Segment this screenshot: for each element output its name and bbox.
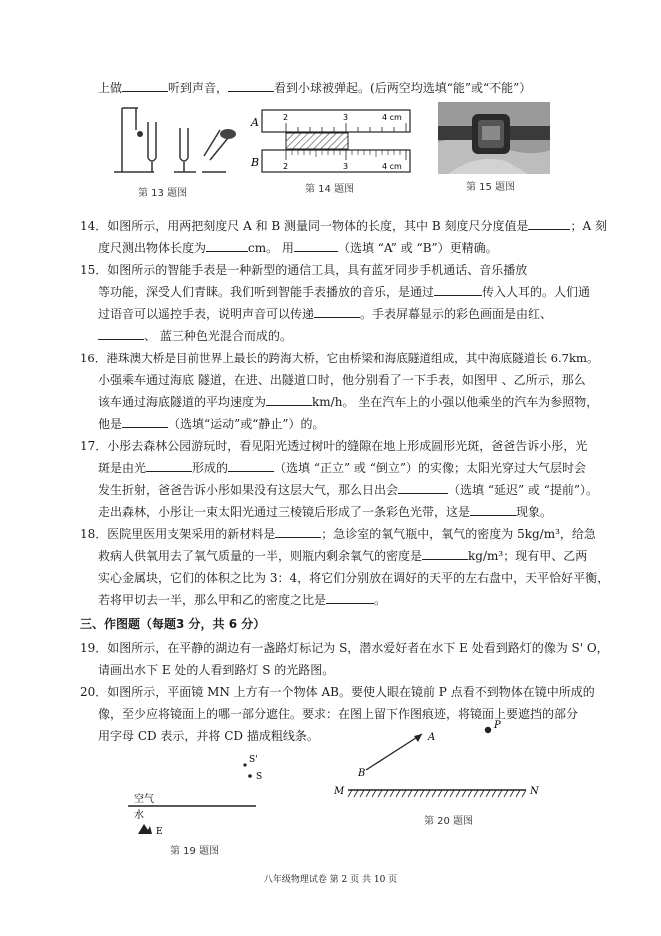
label-water: 水 xyxy=(134,810,144,821)
answer-blank[interactable] xyxy=(122,80,168,92)
figure-19-caption: 第 19 题图 xyxy=(170,846,220,857)
answer-blank[interactable] xyxy=(266,394,312,406)
answer-blank[interactable] xyxy=(122,416,168,428)
q18-line-4: 若将甲切去一半，那么甲和乙的密度之比是 。 xyxy=(98,593,387,607)
q20-line-2: 像，至少应将镜面上的哪一部分遮住。要求：在图上留下作图痕迹，将镜面上要遮挡的部分 xyxy=(98,707,579,721)
figure-19-diagram xyxy=(120,750,300,840)
object-ab xyxy=(366,734,422,770)
label-air: 空气 xyxy=(134,794,154,805)
ruler-a-tick: 4 cm xyxy=(382,113,402,122)
ruler-a-label: A xyxy=(251,116,259,129)
label-n: N xyxy=(530,786,539,797)
answer-blank[interactable] xyxy=(228,80,274,92)
label-s: S xyxy=(256,772,263,782)
point-p xyxy=(485,727,491,733)
answer-blank[interactable] xyxy=(398,482,448,494)
figure-15-smart-watch xyxy=(438,102,550,174)
label-m: M xyxy=(334,786,345,797)
q15-line-1: 15．如图所示的智能手表是一种新型的通信工具，具有蓝牙同步手机通话、音乐播放 xyxy=(80,263,528,277)
answer-blank[interactable] xyxy=(422,548,468,560)
q16-line-3: 该车通过海底隧道的平均速度为 km/h。 坐在汽车上的小强以他乘坐的汽车为参照物， xyxy=(98,395,599,409)
q20-line-1: 20．如图所示，平面镜 MN 上方有一个物体 AB。要使人眼在镜前 P 点看不到物体在镜中所成的 xyxy=(80,685,595,699)
answer-blank[interactable] xyxy=(294,240,338,252)
q18-line-1: 18．医院里医用支架采用的新材料是 ；急诊室的氧气瓶中，氧气的密度为 5kg/m³，给急 xyxy=(80,527,596,541)
q19-line-1: 19．如图所示，在平静的湖边有一盏路灯标记为 S，潜水爱好者在水下 E 处看到路灯的像为 S' O， xyxy=(80,641,609,655)
point-s xyxy=(248,774,252,778)
ruler-b-tick: 2 xyxy=(283,162,289,171)
answer-blank[interactable] xyxy=(275,526,321,538)
answer-blank[interactable] xyxy=(528,218,570,230)
mirror-hatching xyxy=(348,790,526,797)
figure-14-rulers xyxy=(250,106,412,176)
point-s-prime xyxy=(243,763,246,766)
figure-13-caption: 第 13 题图 xyxy=(138,188,188,199)
page-footer: 八年级物理试卷 第 2 页 共 10 页 xyxy=(263,875,398,885)
q16-line-1: 16．港珠澳大桥是目前世界上最长的跨海大桥，它由桥梁和海底隧道组成，其中海底隧道长 6.7km。 xyxy=(80,351,599,365)
label-s-prime: S' xyxy=(249,755,258,765)
q17-line-3: 发生折射，爸爸告诉小彤如果没有这层大气，那么日出会 （选填 “延迟” 或 “提前”）。 xyxy=(98,483,598,497)
ruler-a-tick: 2 xyxy=(283,113,289,122)
section-3-heading: 三、作图题（每题3 分，共 6 分） xyxy=(80,617,266,631)
ruler-b-label: B xyxy=(251,156,260,169)
diver-icon xyxy=(138,824,152,834)
q18-line-3: 实心金属块，它们的体积之比为 3：4，将它们分别放在调好的天平的左右盘中，天平恰好平衡， xyxy=(98,571,610,585)
label-p: P xyxy=(494,720,501,731)
ruler-a-tick: 3 xyxy=(343,113,349,122)
q14-line-2: 度尺测出物体长度为 cm。 用 （选填 “A” 或 “B”）更精确。 xyxy=(98,241,498,255)
answer-blank[interactable] xyxy=(98,328,144,340)
q15-line-3: 过语音可以遥控手表，说明声音可以传递 。手表屏幕显示的彩色画面是由红、 xyxy=(98,307,553,321)
label-b: B xyxy=(358,768,366,779)
ruler-b-tick: 3 xyxy=(343,162,349,171)
figure-20-diagram xyxy=(330,718,550,818)
q18-line-2: 救病人供氧用去了氧气质量的一半，则瓶内剩余氧气的密度是 kg/m³；现有甲、乙两 xyxy=(98,549,588,563)
q13-tail-line: 上做 听到声音， 看到小球被弹起。(后两空均选填“能”或“不能”） xyxy=(98,81,532,95)
q17-line-2: 斑是由光 形成的 （选填 “正立” 或 “倒立”）的实像；太阳光穿过大气层时会 xyxy=(98,461,587,475)
answer-blank[interactable] xyxy=(314,306,360,318)
q16-line-2: 小强乘车通过海底 隧道，在进、出隧道口时，他分别看了一下手表，如图甲 、乙所示，那么 xyxy=(98,373,586,387)
q17-line-1: 17．小彤去森林公园游玩时，看见阳光透过树叶的缝隙在地上形成圆形光斑，爸爸告诉小彤，光 xyxy=(80,439,588,453)
ruler-b-tick: 4 cm xyxy=(382,162,402,171)
answer-blank[interactable] xyxy=(326,592,374,604)
answer-blank[interactable] xyxy=(206,240,248,252)
answer-blank[interactable] xyxy=(470,504,516,516)
q15-line-4: 、 蓝三种色光混合而成的。 xyxy=(98,328,292,344)
q20-line-3: 用字母 CD 表示，并将 CD 描成粗线条。 xyxy=(98,729,319,743)
answer-blank[interactable] xyxy=(434,284,482,296)
figure-15-caption: 第 15 题图 xyxy=(466,182,516,193)
figure-13-tuning-fork xyxy=(110,100,240,180)
q14-line-1: 14．如图所示，用两把刻度尺 A 和 B 测量同一物体的长度，其中 B 刻度尺分度值是 ；A 刻 xyxy=(80,219,607,233)
q17-line-4: 走出森林，小彤让一束太阳光通过三棱镜后形成了一条彩色光带，这是 现象。 xyxy=(98,505,553,519)
q15-line-2: 等功能，深受人们青睐。我们听到智能手表播放的音乐，是通过 传入人耳的。人们通 xyxy=(98,285,591,299)
figure-20-caption: 第 20 题图 xyxy=(424,816,474,827)
label-a: A xyxy=(428,732,436,743)
q16-line-4: 他是 （选填“运动”或“静止”）的。 xyxy=(98,417,325,431)
figure-14-caption: 第 14 题图 xyxy=(305,184,355,195)
q19-line-2: 请画出水下 E 处的人看到路灯 S 的光路图。 xyxy=(98,663,335,677)
label-e: E xyxy=(156,827,163,837)
answer-blank[interactable] xyxy=(146,460,192,472)
answer-blank[interactable] xyxy=(228,460,274,472)
